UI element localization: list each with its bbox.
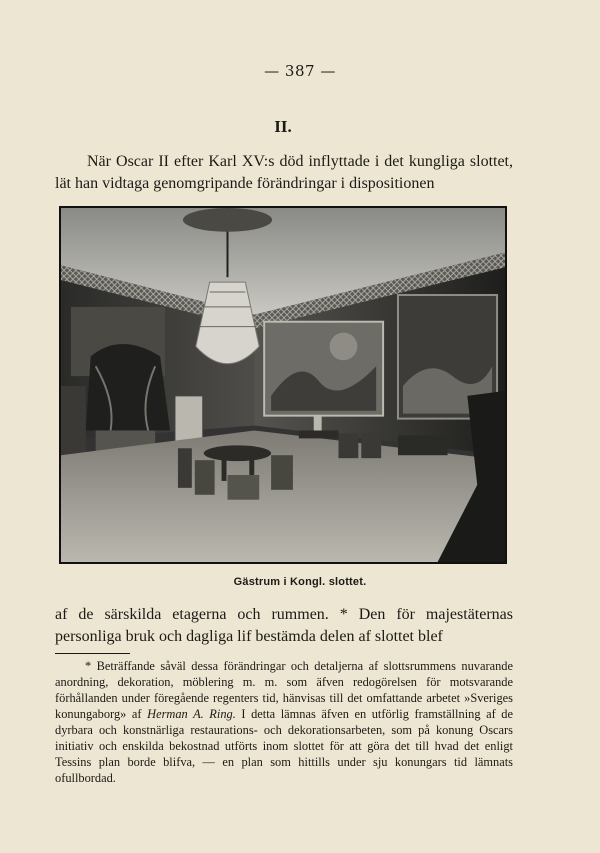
side-table	[299, 430, 339, 438]
page-number: — 387 —	[264, 62, 336, 80]
paragraph-2: af de särskilda etagerna och rummen. * Den för majestäternas personliga bruk och dagliga lif bestämda delen af slottet blef	[55, 606, 513, 645]
bench	[398, 435, 448, 455]
footnote	[55, 658, 513, 786]
stool	[228, 475, 260, 500]
footnote-marker: *	[85, 659, 92, 673]
section-heading: II.	[274, 117, 292, 136]
tapestry-tree	[330, 333, 358, 361]
ceiling-rosette	[183, 208, 272, 232]
round-table	[204, 445, 271, 461]
footnote-text-end: I detta lämnas äfven en utförlig framställning af de dyrbara och konstnärliga restaurations- och dekorationsarbeten, som på konung Oscars initiativ och enskilda bekostnad utförts inom slottet för att göra det till hvad det enligt Tessins plan borde blifva, — en plan som hittills under sju konungars tid lämnats ofullbordad.	[55, 707, 513, 785]
chair-2	[195, 460, 215, 495]
figure-caption: Gästrum i Kongl. slottet.	[233, 576, 367, 588]
room-illustration	[61, 208, 505, 562]
paragraph-1: När Oscar II efter Karl XV:s död inflyttade i det kungliga slottet, lät han vidtaga genomgripande förändringar i dispositionen	[55, 153, 513, 192]
chair-1	[178, 448, 192, 488]
table-leg	[222, 459, 227, 481]
canopy-bed	[86, 344, 170, 431]
footnote-text-start: Beträffande såväl dessa förändringar och detaljerna af slottsrummens nuvarande anordning, dekoration, möblering m. m. som äfven redogörelsen för motsvarande förhållanden under föregående regenters tid, hänvisas till det omfattande arbetet »Sveriges konungaborg» af	[55, 659, 513, 721]
chair-4	[339, 433, 359, 458]
vase	[314, 416, 322, 431]
footnote-separator	[55, 653, 130, 654]
chair-5	[361, 433, 381, 458]
chair-3	[271, 455, 293, 490]
room-photograph	[59, 206, 507, 564]
footnote-author: Herman A. Ring.	[147, 707, 236, 721]
